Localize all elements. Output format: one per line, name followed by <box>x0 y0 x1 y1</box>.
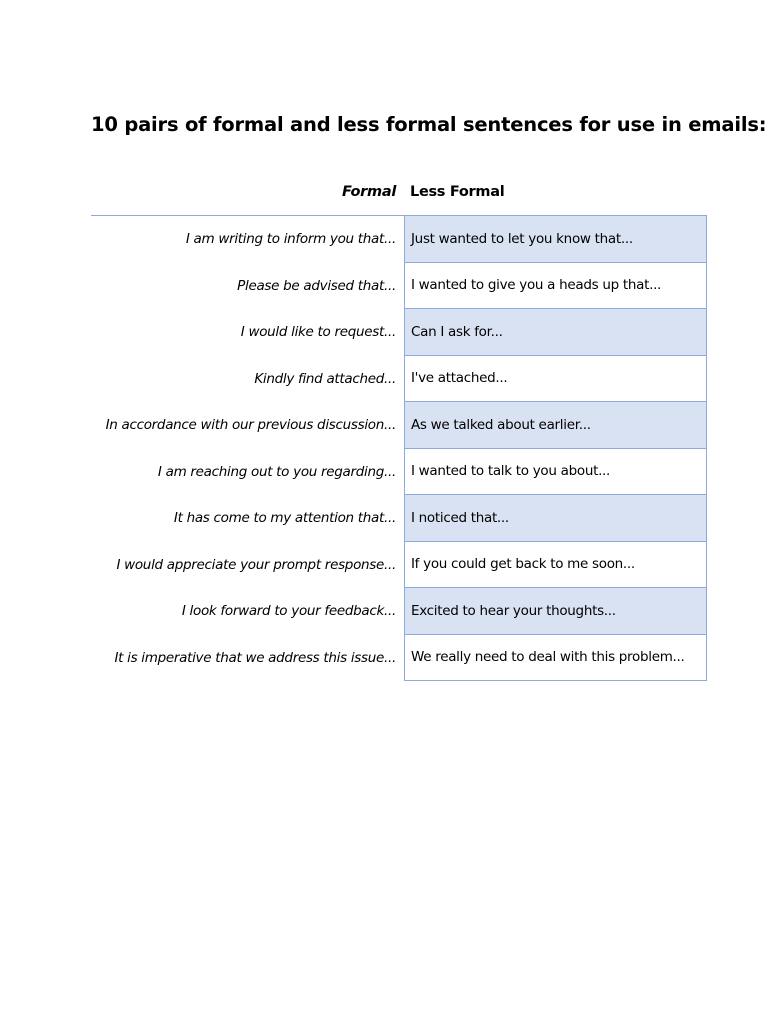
table-row <box>91 263 707 310</box>
table-row <box>91 495 707 542</box>
formal-cell: Please be advised that... <box>237 277 396 294</box>
formal-cell: I would like to request... <box>240 324 396 341</box>
table-row <box>91 635 707 682</box>
table-row <box>91 588 707 635</box>
less-formal-cell: Can I ask for... <box>404 309 707 356</box>
table-row <box>91 542 707 589</box>
header-less-formal: Less Formal <box>410 184 505 200</box>
less-formal-cell: I wanted to talk to you about... <box>404 449 707 496</box>
less-formal-cell: Just wanted to let you know that... <box>404 216 707 263</box>
formal-cell: I am reaching out to you regarding... <box>157 463 396 480</box>
less-formal-cell: Excited to hear your thoughts... <box>404 588 707 635</box>
less-formal-cell: If you could get back to me soon... <box>404 542 707 589</box>
formal-cell: I am writing to inform you that... <box>185 231 396 248</box>
formal-cell: It is imperative that we address this issue... <box>114 649 396 666</box>
table-header-row <box>91 169 707 216</box>
less-formal-cell: As we talked about earlier... <box>404 402 707 449</box>
formal-cell: I would appreciate your prompt response... <box>116 556 396 573</box>
less-formal-cell: I've attached... <box>404 356 707 403</box>
less-formal-cell: I wanted to give you a heads up that... <box>404 263 707 310</box>
table-row <box>91 402 707 449</box>
formal-cell: I look forward to your feedback... <box>181 603 396 620</box>
formal-cell: It has come to my attention that... <box>173 510 396 527</box>
header-formal: Formal <box>342 184 396 200</box>
table-row <box>91 309 707 356</box>
less-formal-cell: We really need to deal with this problem... <box>404 635 707 682</box>
document-title: 10 pairs of formal and less formal sentences for use in emails: <box>91 113 767 136</box>
phrases-table <box>91 169 707 681</box>
table-row <box>91 216 707 263</box>
table-row <box>91 356 707 403</box>
less-formal-cell: I noticed that... <box>404 495 707 542</box>
table-row <box>91 449 707 496</box>
table-body <box>91 216 707 681</box>
formal-cell: In accordance with our previous discussion... <box>105 417 396 434</box>
formal-cell: Kindly find attached... <box>254 370 396 387</box>
